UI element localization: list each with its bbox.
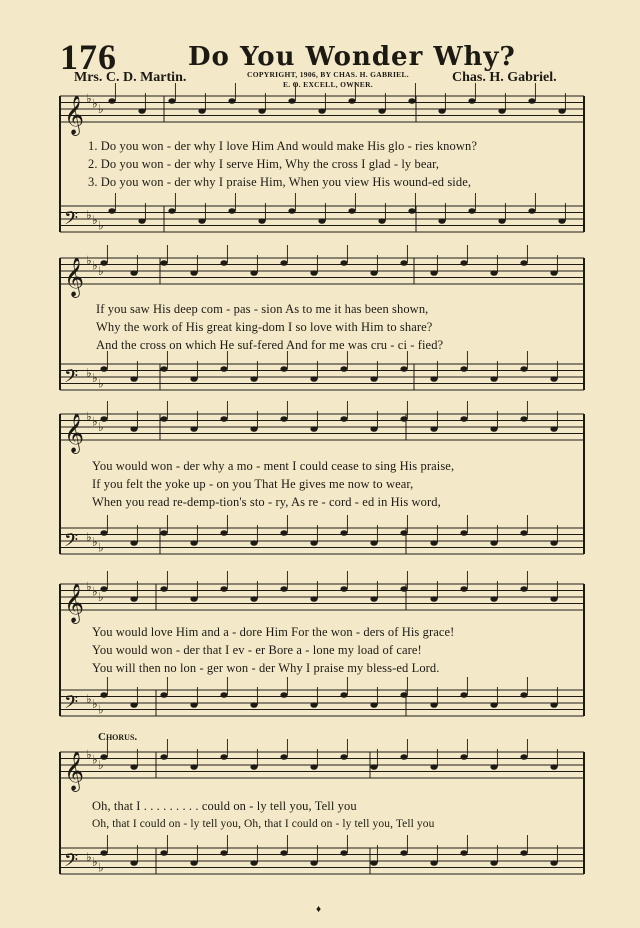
chorus-label: Chorus.	[98, 731, 138, 743]
treble-clef-icon: 𝄞	[64, 751, 85, 791]
notehead	[130, 860, 137, 866]
notehead	[250, 596, 257, 602]
notehead	[190, 702, 197, 708]
notehead	[310, 376, 317, 382]
notehead	[160, 366, 167, 372]
flat-sign-icon: ♭	[98, 376, 104, 391]
notehead	[190, 860, 197, 866]
copyright-notice	[214, 70, 442, 90]
page-ornament: ♦	[316, 904, 322, 915]
notehead	[378, 218, 385, 224]
flat-sign-icon: ♭	[98, 419, 104, 434]
notehead	[430, 702, 437, 708]
copyright-line-1: COPYRIGHT, 1906, BY CHAS. H. GABRIEL.	[247, 70, 409, 79]
notehead	[558, 108, 565, 114]
notehead	[490, 702, 497, 708]
notehead	[550, 764, 557, 770]
flat-sign-icon: ♭	[92, 855, 98, 870]
notehead	[220, 850, 227, 856]
notehead	[250, 764, 257, 770]
flat-sign-icon: ♭	[98, 757, 104, 772]
notehead	[138, 108, 145, 114]
bass-clef-icon: 𝄢	[64, 850, 79, 876]
notehead	[310, 540, 317, 546]
notehead	[250, 702, 257, 708]
notehead	[250, 426, 257, 432]
notehead	[280, 416, 287, 422]
notehead	[520, 416, 527, 422]
notehead	[348, 98, 355, 104]
notehead	[160, 530, 167, 536]
bass-clef-icon: 𝄢	[64, 208, 79, 234]
lyric-line: 2. Do you won - der why I serve Him, Why the cross I glad - ly bear,	[88, 157, 440, 171]
notehead	[258, 218, 265, 224]
notehead	[190, 540, 197, 546]
notehead	[288, 98, 295, 104]
notehead	[250, 540, 257, 546]
notehead	[220, 754, 227, 760]
notehead	[490, 764, 497, 770]
flat-sign-icon: ♭	[98, 101, 104, 116]
flat-sign-icon: ♭	[92, 213, 98, 228]
chorus-lyric-line: Oh, that I . . . . . . . . . could on - ly tell you, Tell you	[92, 799, 357, 813]
notehead	[520, 692, 527, 698]
hymn-number: 176	[60, 37, 117, 77]
notehead	[130, 764, 137, 770]
notehead	[340, 586, 347, 592]
notehead	[340, 754, 347, 760]
notehead	[460, 260, 467, 266]
notehead	[550, 596, 557, 602]
notehead	[460, 416, 467, 422]
treble-clef-icon: 𝄞	[64, 95, 85, 135]
hymn-title: Do You Wonder Why?	[188, 42, 516, 72]
lyric-line: You would won - der that I ev - er Bore a - lone my load of care!	[92, 643, 422, 657]
flat-sign-icon: ♭	[86, 208, 92, 222]
notehead	[250, 860, 257, 866]
notehead	[220, 530, 227, 536]
notehead	[258, 108, 265, 114]
notehead	[550, 540, 557, 546]
notehead	[108, 98, 115, 104]
flat-sign-icon: ♭	[98, 860, 104, 875]
flat-sign-icon: ♭	[98, 540, 104, 555]
notehead	[220, 586, 227, 592]
lyric-line: You would won - der why a mo - ment I could cease to sing His praise,	[92, 459, 455, 473]
notehead	[280, 754, 287, 760]
notehead	[550, 270, 557, 276]
notehead	[520, 754, 527, 760]
notehead	[430, 540, 437, 546]
flat-sign-icon: ♭	[98, 589, 104, 604]
notehead	[468, 98, 475, 104]
notehead	[280, 586, 287, 592]
notehead	[340, 416, 347, 422]
flat-sign-icon: ♭	[86, 91, 92, 106]
notehead	[490, 376, 497, 382]
flat-sign-icon: ♭	[92, 584, 98, 599]
flat-sign-icon: ♭	[92, 535, 98, 550]
flat-sign-icon: ♭	[98, 263, 104, 278]
notehead	[550, 376, 557, 382]
flat-sign-icon: ♭	[92, 697, 98, 712]
notehead	[400, 530, 407, 536]
notehead	[430, 426, 437, 432]
notehead	[280, 366, 287, 372]
flat-sign-icon: ♭	[92, 96, 98, 111]
notehead	[220, 692, 227, 698]
notehead	[100, 366, 107, 372]
notehead	[280, 850, 287, 856]
notehead	[490, 860, 497, 866]
notehead	[460, 754, 467, 760]
notehead	[190, 596, 197, 602]
notehead	[318, 218, 325, 224]
notehead	[168, 208, 175, 214]
flat-sign-icon: ♭	[86, 850, 92, 864]
notehead	[280, 530, 287, 536]
flat-sign-icon: ♭	[86, 253, 92, 268]
notehead	[490, 270, 497, 276]
notehead	[400, 366, 407, 372]
notehead	[340, 850, 347, 856]
treble-clef-icon: 𝄞	[64, 413, 85, 453]
notehead	[430, 860, 437, 866]
lyric-line: 3. Do you won - der why I praise Him, When you view His wound-ed side,	[88, 175, 472, 189]
notehead	[460, 692, 467, 698]
notehead	[370, 860, 377, 866]
notehead	[280, 260, 287, 266]
flat-sign-icon: ♭	[98, 702, 104, 717]
notehead	[130, 596, 137, 602]
flat-sign-icon: ♭	[86, 692, 92, 706]
notehead	[370, 376, 377, 382]
flat-sign-icon: ♭	[86, 747, 92, 762]
notehead	[160, 416, 167, 422]
notehead	[310, 426, 317, 432]
flat-sign-icon: ♭	[92, 258, 98, 273]
notehead	[370, 764, 377, 770]
notehead	[100, 530, 107, 536]
notehead	[160, 754, 167, 760]
notehead	[160, 586, 167, 592]
notehead	[190, 270, 197, 276]
lyric-line: If you saw His deep com - pas - sion As to me it has been shown,	[96, 302, 429, 316]
notehead	[400, 692, 407, 698]
notehead	[370, 540, 377, 546]
flat-sign-icon: ♭	[92, 414, 98, 429]
notehead	[190, 426, 197, 432]
notehead	[100, 692, 107, 698]
notehead	[310, 270, 317, 276]
notehead	[220, 366, 227, 372]
notehead	[250, 270, 257, 276]
bass-clef-icon: 𝄢	[64, 692, 79, 718]
notehead	[108, 208, 115, 214]
notehead	[430, 764, 437, 770]
notehead	[160, 850, 167, 856]
notehead	[460, 586, 467, 592]
notehead	[280, 692, 287, 698]
notehead	[490, 596, 497, 602]
notehead	[310, 702, 317, 708]
notehead	[228, 208, 235, 214]
flat-sign-icon: ♭	[86, 366, 92, 380]
lyric-line: You will then no lon - ger won - der Why I praise my bless-ed Lord.	[92, 661, 440, 675]
notehead	[130, 540, 137, 546]
lyric-line: Why the work of His great king-dom I so love with Him to share?	[96, 320, 433, 334]
notehead	[520, 260, 527, 266]
notehead	[228, 98, 235, 104]
notehead	[400, 416, 407, 422]
notehead	[138, 218, 145, 224]
notehead	[490, 540, 497, 546]
notehead	[498, 108, 505, 114]
notehead	[250, 376, 257, 382]
notehead	[370, 426, 377, 432]
notehead	[430, 376, 437, 382]
notehead	[198, 218, 205, 224]
chorus-lyric-line: Oh, that I could on - ly tell you, Oh, that I could on - ly tell you, Tell you	[92, 818, 435, 830]
notehead	[408, 98, 415, 104]
notehead	[160, 260, 167, 266]
notehead	[310, 860, 317, 866]
notehead	[430, 596, 437, 602]
lyric-line: If you felt the yoke up - on you That He gives me now to wear,	[92, 477, 414, 491]
notehead	[408, 208, 415, 214]
notehead	[190, 376, 197, 382]
notehead	[198, 108, 205, 114]
notehead	[370, 596, 377, 602]
notehead	[520, 366, 527, 372]
notehead	[438, 108, 445, 114]
bass-clef-icon: 𝄢	[64, 366, 79, 392]
notehead	[318, 108, 325, 114]
notehead	[168, 98, 175, 104]
notehead	[340, 366, 347, 372]
notehead	[310, 764, 317, 770]
notehead	[528, 98, 535, 104]
notehead	[460, 366, 467, 372]
notehead	[130, 376, 137, 382]
notehead	[220, 416, 227, 422]
notehead	[130, 702, 137, 708]
flat-sign-icon: ♭	[98, 218, 104, 233]
flat-sign-icon: ♭	[92, 371, 98, 386]
notehead	[430, 270, 437, 276]
flat-sign-icon: ♭	[86, 409, 92, 424]
notehead	[550, 426, 557, 432]
notehead	[130, 270, 137, 276]
notehead	[370, 702, 377, 708]
notehead	[288, 208, 295, 214]
lyric-line: And the cross on which He suf-fered And for me was cru - ci - fied?	[96, 338, 444, 352]
notehead	[438, 218, 445, 224]
bass-clef-icon: 𝄢	[64, 530, 79, 556]
notehead	[190, 764, 197, 770]
notehead	[520, 586, 527, 592]
treble-clef-icon: 𝄞	[64, 257, 85, 297]
lyric-line: You would love Him and a - dore Him For the won - ders of His grace!	[92, 625, 455, 639]
notehead	[460, 530, 467, 536]
notehead	[400, 260, 407, 266]
notehead	[160, 692, 167, 698]
composer-credit: Chas. H. Gabriel.	[452, 70, 557, 85]
notehead	[460, 850, 467, 856]
notehead	[220, 260, 227, 266]
notehead	[498, 218, 505, 224]
notehead	[550, 860, 557, 866]
notehead	[370, 270, 377, 276]
notehead	[378, 108, 385, 114]
flat-sign-icon: ♭	[86, 530, 92, 544]
notehead	[528, 208, 535, 214]
lyric-line: 1. Do you won - der why I love Him And would make His glo - ries known?	[88, 139, 477, 153]
notehead	[400, 850, 407, 856]
notehead	[400, 754, 407, 760]
flat-sign-icon: ♭	[92, 752, 98, 767]
flat-sign-icon: ♭	[86, 579, 92, 594]
notehead	[520, 530, 527, 536]
notehead	[400, 586, 407, 592]
notehead	[558, 218, 565, 224]
copyright-line-2: E. O. EXCELL, OWNER.	[283, 80, 373, 89]
notehead	[340, 692, 347, 698]
notehead	[550, 702, 557, 708]
notehead	[520, 850, 527, 856]
notehead	[100, 850, 107, 856]
notehead	[130, 426, 137, 432]
treble-clef-icon: 𝄞	[64, 583, 85, 623]
notehead	[310, 596, 317, 602]
notehead	[490, 426, 497, 432]
notehead	[340, 530, 347, 536]
notehead	[348, 208, 355, 214]
notehead	[340, 260, 347, 266]
lyric-line: When you read re-demp-tion's sto - ry, As re - cord - ed in His word,	[92, 495, 441, 509]
notehead	[468, 208, 475, 214]
author-credit: Mrs. C. D. Martin.	[74, 70, 187, 85]
